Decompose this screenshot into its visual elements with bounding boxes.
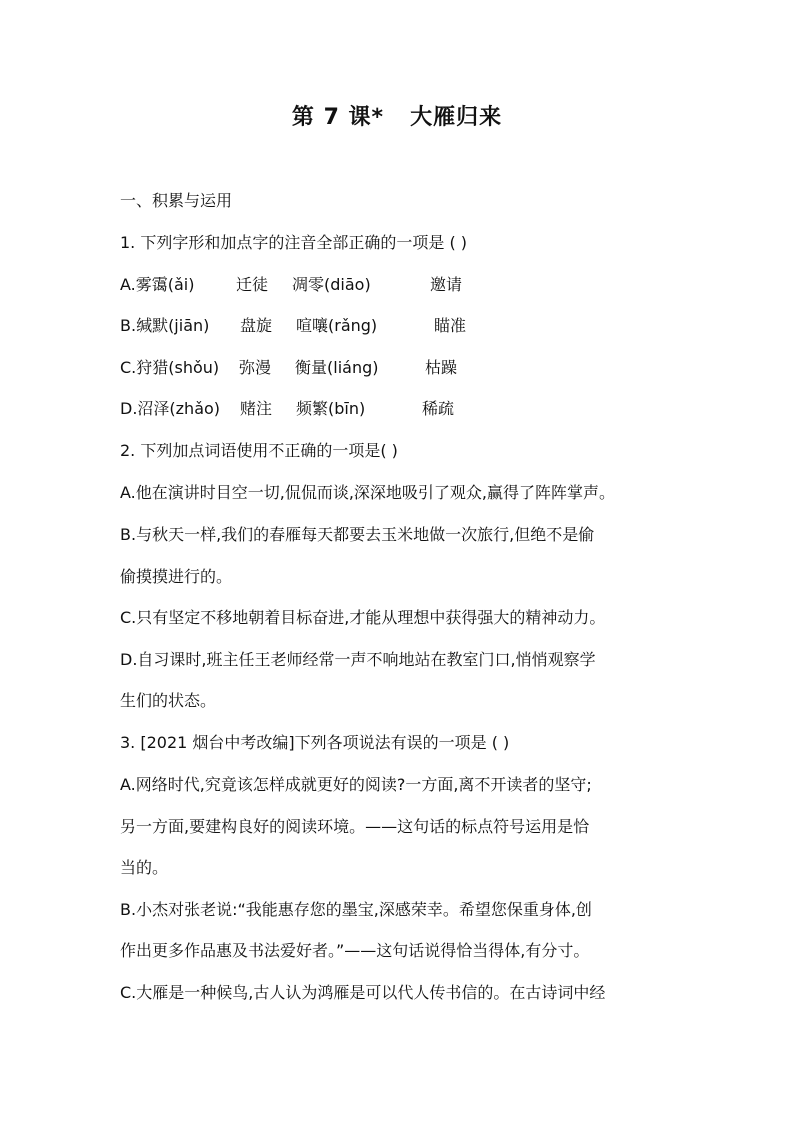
option-word: 弥漫 <box>239 358 272 377</box>
question-2-stem: 2. 下列加点词语使用不正确的一项是( ) <box>120 441 398 460</box>
option-word: 枯躁 <box>425 358 458 377</box>
option-word: 盘旋 <box>240 316 273 335</box>
page-title <box>0 100 794 131</box>
question-3-line: 另一方面,要建构良好的阅读环境。——这句话的标点符号运用是恰 <box>120 817 590 836</box>
option-word: 衡量(liáng) <box>295 358 379 377</box>
question-3-line: 当的。 <box>120 858 169 877</box>
question-1-option-a <box>120 274 462 296</box>
question-1-option-c <box>120 357 457 379</box>
lesson-name: 大雁归来 <box>410 105 503 130</box>
question-1-option-d <box>120 398 454 420</box>
question-2-line: A.他在演讲时目空一切,侃侃而谈,深深地吸引了观众,赢得了阵阵掌声。 <box>120 483 616 502</box>
question-2-line: C.只有坚定不移地朝着目标奋进,才能从理想中获得强大的精神动力。 <box>120 608 606 627</box>
question-1-option-b <box>120 315 466 337</box>
option-word: 邀请 <box>430 275 463 294</box>
option-word: 喧嚷(rǎng) <box>296 316 378 335</box>
option-word: B.缄默(jiān) <box>120 316 210 335</box>
question-3-line: A.网络时代,究竟该怎样成就更好的阅读?一方面,离不开读者的坚守; <box>120 775 592 794</box>
question-3-stem: 3. [2021 烟台中考改编]下列各项说法有误的一项是 ( ) <box>120 733 510 752</box>
section-heading: 一、积累与运用 <box>120 191 233 210</box>
option-word: A.雾霭(ǎi) <box>120 275 195 294</box>
option-word: D.沼泽(zhǎo) <box>120 399 221 418</box>
option-word: 瞄准 <box>434 316 467 335</box>
option-word: 稀疏 <box>422 399 455 418</box>
option-word: 赌注 <box>240 399 273 418</box>
question-3-line: B.小杰对张老说:“我能惠存您的墨宝,深感荣幸。希望您保重身体,创 <box>120 900 592 919</box>
option-word: 迁徒 <box>236 275 269 294</box>
question-2-line: 生们的状态。 <box>120 691 217 710</box>
question-1-stem: 1. 下列字形和加点字的注音全部正确的一项是 ( ) <box>120 233 468 252</box>
option-word: C.狩猎(shǒu) <box>120 358 220 377</box>
question-3-line: 作出更多作品惠及书法爱好者。”——这句话说得恰当得体,有分寸。 <box>120 941 590 960</box>
question-2-line: D.自习课时,班主任王老师经常一声不响地站在教室门口,悄悄观察学 <box>120 650 596 669</box>
question-2-line: 偷摸摸进行的。 <box>120 567 233 586</box>
lesson-number: 第 7 课* <box>291 105 385 130</box>
question-2-line: B.与秋天一样,我们的春雁每天都要去玉米地做一次旅行,但绝不是偷 <box>120 525 595 544</box>
option-word: 凋零(diāo) <box>292 275 371 294</box>
question-3-line: C.大雁是一种候鸟,古人认为鸿雁是可以代人传书信的。在古诗词中经 <box>120 983 606 1002</box>
option-word: 频繁(bīn) <box>296 399 366 418</box>
